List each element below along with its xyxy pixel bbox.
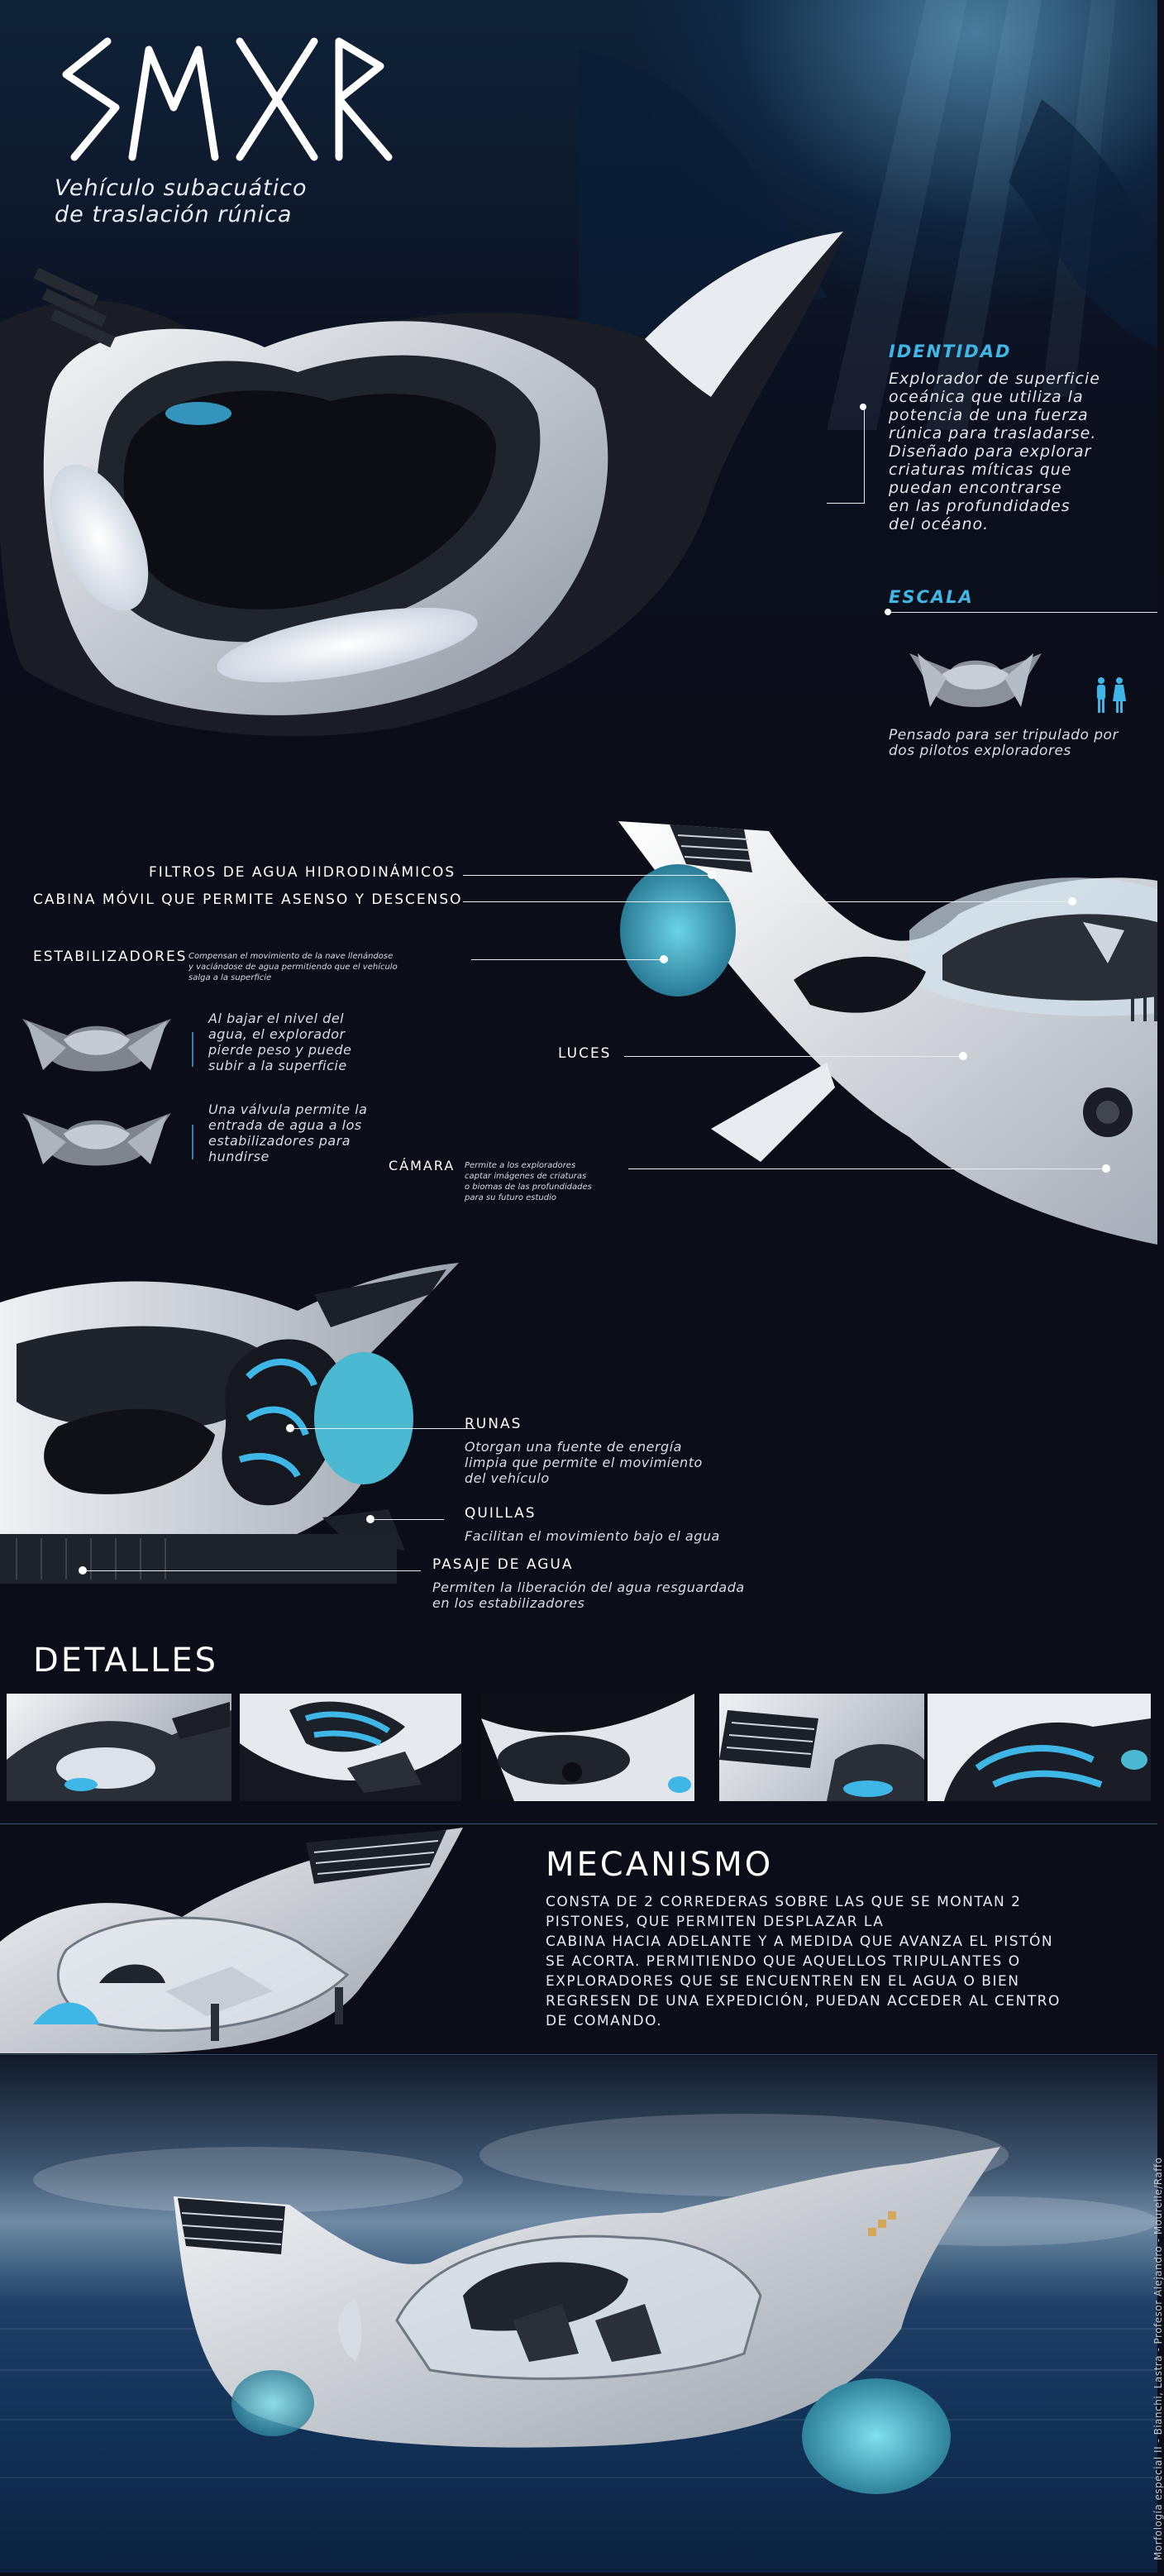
water-desc-line: Permiten la liberación del agua resguardada (432, 1580, 745, 1595)
divider-top (0, 1823, 1157, 1824)
scale-dot (885, 609, 891, 615)
camera-desc-line: Permite a los exploradores (465, 1161, 576, 1170)
sink-line: Una válvula permite la (208, 1102, 368, 1117)
keels-leader (374, 1519, 444, 1520)
water-label: PASAJE DE AGUA (432, 1556, 574, 1573)
camera-label: CÁMARA (389, 1158, 456, 1173)
cabin-dot (1068, 897, 1076, 906)
keels-label: QUILLAS (465, 1505, 537, 1522)
camera-desc-line: captar imágenes de criaturas (465, 1172, 587, 1181)
details-heading: DETALLES (33, 1642, 218, 1680)
float-line: subir a la superficie (208, 1058, 347, 1073)
identity-line: criaturas míticas que (889, 461, 1072, 479)
identity-dot (860, 404, 866, 410)
ocean-vehicle-render (0, 2056, 1157, 2573)
detail-thumb-3 (481, 1694, 694, 1801)
scale-line: Pensado para ser tripulado por (889, 727, 1119, 743)
mechanism-line: PISTONES, QUE PERMITEN DESPLAZAR LA (546, 1914, 885, 1930)
filters-leader (463, 875, 715, 876)
identity-line: puedan encontrarse (889, 479, 1062, 497)
smxr-logo (50, 25, 397, 174)
sink-text (208, 1102, 367, 1164)
keels-desc: Facilitan el movimiento bajo el agua (465, 1528, 720, 1544)
lights-dot (959, 1052, 967, 1060)
stabilizers-desc (188, 951, 470, 983)
two-pilots-icon (1093, 676, 1129, 714)
stabilizers-leader (471, 959, 665, 960)
float-diagram (18, 1011, 175, 1075)
camera-desc (465, 1160, 646, 1203)
sink-diagram (18, 1105, 175, 1169)
credit-text: Morfología especial II - Bianchi, Lastra - Profesor Alejandro - Mourelle/Raffo (1152, 2157, 1164, 2560)
identity-heading: IDENTIDAD (889, 342, 1012, 361)
runes-desc-line: del vehículo (465, 1470, 550, 1486)
bottom-vehicle-render (0, 1253, 463, 1592)
subtitle-line-2: de traslación rúnica (55, 202, 293, 227)
identity-line: Diseñado para explorar (889, 442, 1092, 461)
identity-line: rúnica para trasladarse. (889, 424, 1097, 442)
credit-container (1139, 2064, 1164, 2560)
mechanism-line: SE ACORTA. PERMITIENDO QUE AQUELLOS TRIPULANTES O (546, 1953, 1021, 1970)
mechanism-heading: MECANISMO (546, 1846, 774, 1884)
mechanism-line: DE COMANDO. (546, 2013, 663, 2029)
camera-desc-line: o biomas de las profundidades (465, 1183, 592, 1192)
water-leader (86, 1570, 421, 1571)
identity-line: oceánica que utiliza la (889, 388, 1084, 406)
down-arrow-icon (192, 1032, 193, 1067)
filters-label: FILTROS DE AGUA HIDRODINÁMICOS (149, 864, 456, 881)
lights-leader (624, 1056, 963, 1057)
sink-line: entrada de agua a los (208, 1117, 362, 1133)
runes-desc-line: Otorgan una fuente de energía (465, 1439, 682, 1455)
identity-line: potencia de una fuerza (889, 406, 1089, 424)
mechanism-line: CONSTA DE 2 CORREDERAS SOBRE LAS QUE SE MONTAN 2 (546, 1894, 1022, 1910)
hero-section (0, 0, 1157, 769)
stabilizers-desc-line: y vaciándose de agua permitiendo que el vehículo (188, 963, 398, 972)
stabilizers-desc-line: Compensan el movimiento de la nave llenándose (188, 952, 394, 961)
stabilizers-dot (660, 955, 668, 963)
water-desc-line: en los estabilizadores (432, 1595, 585, 1611)
camera-desc-line: para su futuro estudio (465, 1193, 557, 1202)
runes-desc (465, 1439, 703, 1486)
identity-bracket (864, 407, 865, 503)
stabilizers-desc-line: salga a la superficie (188, 973, 272, 982)
identity-text (889, 370, 1145, 533)
cabin-leader (463, 901, 1075, 902)
scale-text (889, 728, 1119, 759)
subtitle-line-1: Vehículo subacuático (55, 175, 308, 201)
detail-thumb-2 (240, 1694, 461, 1801)
mechanism-render (0, 1826, 479, 2053)
subtitle (55, 175, 308, 228)
runes-label: RUNAS (465, 1416, 522, 1432)
mechanism-text (546, 1892, 1108, 2031)
float-text (208, 1011, 352, 1073)
water-desc (432, 1580, 745, 1611)
ocean-scene (0, 2056, 1164, 2573)
mechanism-line: CABINA HACIA ADELANTE Y A MEDIDA QUE AVANZA EL PISTÓN (546, 1933, 1054, 1950)
scale-vehicle-icon (901, 637, 1050, 719)
runes-desc-line: limpia que permite el movimiento (465, 1455, 703, 1470)
cabin-label: CABINA MÓVIL QUE PERMITE ASENSO Y DESCENSO (33, 891, 463, 908)
scale-rule (889, 612, 1157, 613)
detail-thumb-5 (928, 1694, 1151, 1801)
float-line: agua, el explorador (208, 1026, 346, 1042)
scale-heading: ESCALA (889, 587, 974, 607)
identity-leader (827, 503, 865, 504)
sink-line: hundirse (208, 1149, 270, 1164)
scale-line: dos pilotos exploradores (889, 743, 1071, 759)
float-line: pierde peso y puede (208, 1042, 352, 1058)
mechanism-line: EXPLORADORES QUE SE ENCUENTREN EN EL AGUA O BIEN (546, 1973, 1020, 1990)
filters-dot (708, 871, 716, 879)
identity-line: en las profundidades (889, 497, 1071, 515)
identity-line: Explorador de superficie (889, 370, 1100, 388)
camera-dot (1102, 1164, 1110, 1173)
mechanism-line: REGRESEN DE UNA EXPEDICIÓN, PUEDAN ACCEDER AL CENTRO (546, 1993, 1061, 2010)
identity-line: del océano. (889, 515, 990, 533)
side-vehicle-render (612, 815, 1157, 1245)
divider-bottom (0, 2054, 1157, 2055)
detail-thumb-1 (7, 1694, 231, 1801)
lights-label: LUCES (558, 1045, 612, 1062)
up-arrow-icon (192, 1125, 193, 1159)
runes-leader (293, 1428, 475, 1429)
stabilizers-label: ESTABILIZADORES (33, 949, 188, 965)
hero-vehicle-render (0, 223, 868, 753)
sink-line: estabilizadores para (208, 1133, 351, 1149)
float-line: Al bajar el nivel del (208, 1011, 345, 1026)
detail-thumb-4 (719, 1694, 924, 1801)
